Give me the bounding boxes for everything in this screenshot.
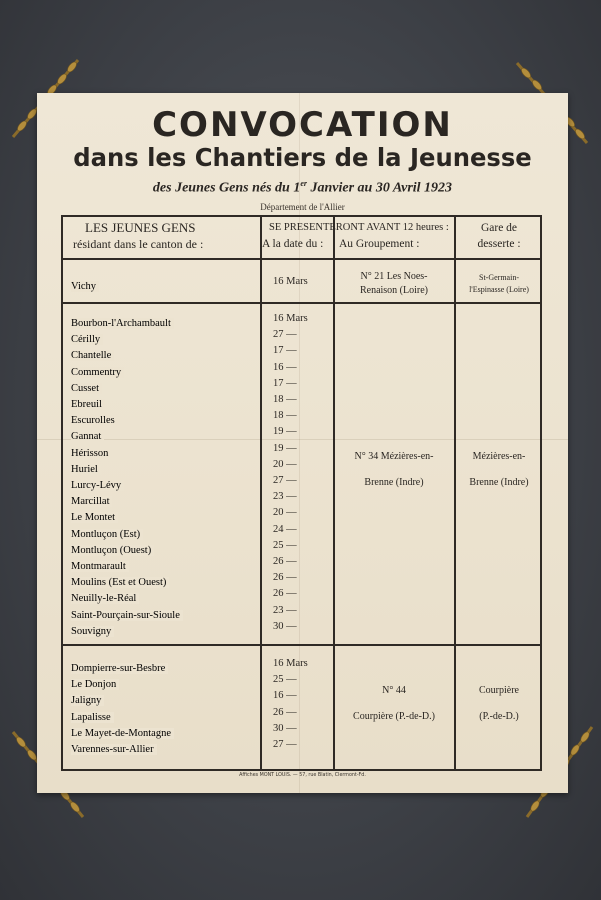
canton-row <box>71 443 257 458</box>
canton-row <box>71 723 257 738</box>
canton-name: Cusset <box>71 383 102 394</box>
canton-name: Vichy <box>71 281 99 292</box>
canton-name: Montluçon (Est) <box>71 529 143 540</box>
poster-birth-range: des Jeunes Gens nés du 1er Janvier au 30 Avril 1923 <box>152 179 453 196</box>
row-divider <box>63 644 540 646</box>
canton-row <box>71 362 257 377</box>
convocation-date: 18 — <box>273 410 297 422</box>
header-date: A la date du : <box>262 238 324 250</box>
convocation-date: 16 — <box>273 361 297 373</box>
canton-name: Hérisson <box>71 448 111 459</box>
convocation-date: 27 — <box>273 739 297 750</box>
canton-row <box>71 588 257 603</box>
convocation-date: 16 — <box>273 690 297 702</box>
canton-name: Marcillat <box>71 496 112 507</box>
department-label: Département de l'Allier <box>260 202 345 212</box>
canton-name: Le Montet <box>71 512 118 523</box>
column-divider <box>260 217 262 769</box>
gare-3-line2: (P.-de-D.) <box>479 711 519 722</box>
canton-row <box>71 378 257 393</box>
canton-name: Cérilly <box>71 334 103 345</box>
convocation-date: 17 — <box>273 377 297 389</box>
canton-row <box>71 475 257 490</box>
convocation-date: 23 — <box>273 491 297 503</box>
convocation-date: 26 — <box>273 588 297 600</box>
gare-1-line1: St-Germain- <box>479 273 519 282</box>
header-col1-line1: LES JEUNES GENS <box>85 220 196 235</box>
convocation-date: 30 — <box>273 620 297 632</box>
convocation-date: 19 — <box>273 442 297 454</box>
canton-row <box>71 491 257 506</box>
convocation-date: 25 — <box>273 539 297 551</box>
convocation-date: 16 Mars <box>273 313 308 324</box>
canton-row <box>71 276 257 291</box>
convocation-date: 26 — <box>273 556 297 567</box>
gare-3-line1: Courpière <box>479 685 519 696</box>
convocation-date: 20 — <box>273 507 297 519</box>
canton-name: Lurcy-Lévy <box>71 480 124 491</box>
canton-row <box>71 540 257 555</box>
convocation-date: 27 — <box>273 329 297 341</box>
header-groupement: Au Groupement : <box>339 238 420 250</box>
canton-name: Montluçon (Ouest) <box>71 545 154 556</box>
header-gare-line2: desserte : <box>477 238 521 250</box>
canton-row <box>71 556 257 571</box>
convocation-table <box>61 215 542 771</box>
canton-row <box>71 410 257 425</box>
canton-name: Bourbon-l'Archambault <box>71 318 174 329</box>
convocation-date: 25 — <box>273 674 297 686</box>
canton-row <box>71 674 257 689</box>
canton-name: Huriel <box>71 464 101 475</box>
canton-name: Chantelle <box>71 350 114 361</box>
canton-name: Dompierre-sur-Besbre <box>71 663 168 674</box>
canton-name: Le Donjon <box>71 679 119 690</box>
poster-subtitle: dans les Chantiers de la Jeunesse <box>73 143 532 172</box>
canton-row <box>71 426 257 441</box>
printer-credit: Affiches MONT LOUIS. — 57, rue Blatin, Clermont-Fd. <box>239 773 366 778</box>
canton-name: Lapalisse <box>71 712 114 723</box>
convocation-date: 26 — <box>273 572 297 584</box>
poster <box>37 93 568 793</box>
canton-row <box>71 394 257 409</box>
canton-name: Commentry <box>71 367 124 378</box>
canton-name: Gannat <box>71 431 104 442</box>
canton-name: Varennes-sur-Allier <box>71 744 157 755</box>
canton-row <box>71 572 257 587</box>
groupement-2-line2: Brenne (Indre) <box>364 477 424 488</box>
header-col1-line2: résidant dans le canton de : <box>73 237 204 251</box>
gare-2-line1: Mézières-en- <box>472 451 526 462</box>
canton-row <box>71 621 257 636</box>
canton-name: Escurolles <box>71 415 118 426</box>
row-divider <box>63 258 540 260</box>
groupement-2-line1: N° 34 Mézières-en- <box>354 451 434 462</box>
header-gare-line1: Gare de <box>480 222 518 234</box>
canton-row <box>71 507 257 522</box>
canton-row <box>71 313 257 328</box>
canton-name: Neuilly-le-Réal <box>71 593 139 604</box>
convocation-date: 20 — <box>273 458 297 470</box>
groupement-3-line2: Courpière (P.-de-D.) <box>353 711 435 722</box>
convocation-date: 27 — <box>273 475 297 486</box>
canton-name: Saint-Pourçain-sur-Sioule <box>71 610 183 621</box>
gare-2-line2: Brenne (Indre) <box>469 477 529 488</box>
canton-row <box>71 605 257 620</box>
canton-name: Le Mayet-de-Montagne <box>71 728 174 739</box>
convocation-date: 16 Mars <box>273 276 308 287</box>
canton-name: Ebreuil <box>71 399 105 410</box>
canton-row <box>71 329 257 344</box>
convocation-date: 24 — <box>273 523 297 535</box>
canton-name: Montmarault <box>71 561 129 572</box>
canton-row <box>71 658 257 673</box>
convocation-date: 18 — <box>273 394 297 405</box>
canton-name: Souvigny <box>71 626 114 637</box>
groupement-1-line2: Renaison (Loire) <box>359 285 429 296</box>
groupement-3-line1: N° 44 <box>382 685 406 696</box>
groupement-1-line1: N° 21 Les Noes- <box>360 271 428 282</box>
convocation-date: 26 — <box>273 706 297 718</box>
canton-name: Jaligny <box>71 695 104 706</box>
convocation-date: 19 — <box>273 426 297 438</box>
row-divider <box>63 302 540 304</box>
header-span: SE PRESENTERONT AVANT 12 heures : <box>269 222 449 233</box>
convocation-date: 16 Mars <box>273 658 308 669</box>
canton-row <box>71 690 257 705</box>
canton-row <box>71 707 257 722</box>
poster-title: CONVOCATION <box>152 105 453 145</box>
canton-name: Moulins (Est et Ouest) <box>71 577 169 588</box>
convocation-date: 23 — <box>273 604 297 616</box>
convocation-date: 17 — <box>273 345 297 357</box>
canton-row <box>71 739 257 754</box>
gare-1-line2: l'Espinasse (Loire) <box>469 285 529 294</box>
canton-row <box>71 459 257 474</box>
canton-row <box>71 345 257 360</box>
convocation-date: 30 — <box>273 722 297 734</box>
canton-row <box>71 524 257 539</box>
